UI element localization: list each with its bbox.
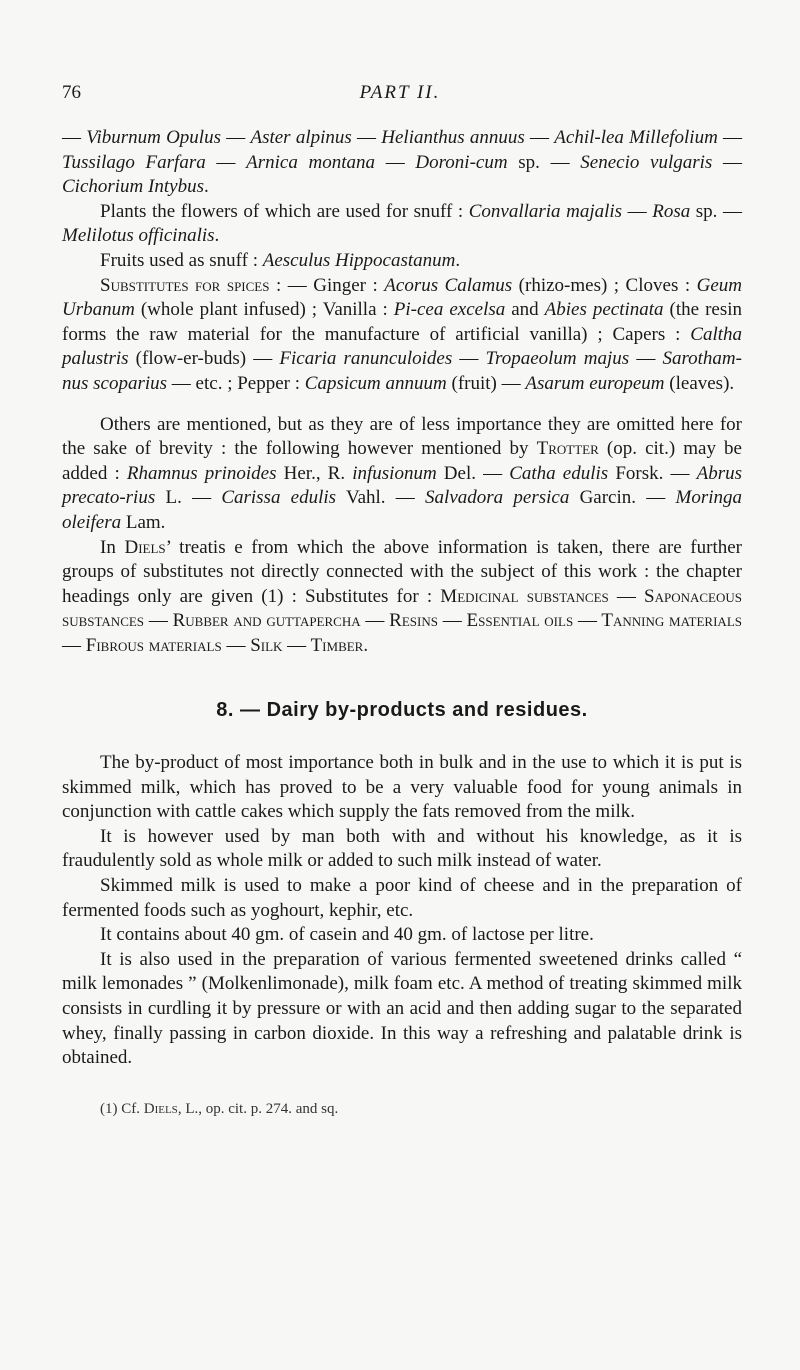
- paragraph-plant-list: — Viburnum Opulus — Aster alpinus — Helianthus annuus — Achil-lea Millefolium — Tussilago Farfara — Arnica montana — Doroni-cum sp. — Senecio vulgaris — Cichorium Intybus.: [62, 127, 743, 198]
- paragraph-skimmed-milk: The by-product of most importance both in bulk and in the use to which it is put is skimmed milk, which has proved to be a very valuable food for young animals in conjunction with cattle cakes which supply the fats removed from the milk.: [62, 752, 742, 823]
- paragraph-others-mentioned: Others are mentioned, but as they are of less importance they are omitted here for the sake of brevity : the following however mentioned by Trotter (op. cit.) may be added : Rhamnus prinoides Her., R. infusionum Del. — Catha edulis Forsk. — Abrus precato-rius L. — Carissa edulis Vahl. — Salvadora persica Garcin. — Moringa oleifera Lam.: [62, 413, 743, 533]
- footnote: (1) Cf. Diels, L., op. cit. p. 274. and sq.: [100, 1100, 339, 1117]
- paragraph-fruits-snuff: Fruits used as snuff : Aesculus Hippocastanum.: [100, 249, 461, 271]
- paragraph-drinks: It is also used in the preparation of various fermented sweetened drinks called “ milk lemonades ” (Molkenlimonade), milk foam etc. A method of treating skimmed milk consists in curdling it by pressure or with an acid and then adding sugar to the separated whey, finally passing in carbon dioxide. In this way a refreshing and palatable drink is obtained.: [62, 948, 742, 1069]
- paragraph-fraud: It is however used by man both with and without his knowledge, as it is fraudulently sold as whole milk or added to such milk instead of water.: [62, 825, 742, 872]
- running-head: PART II.: [359, 82, 441, 103]
- page-body: [62, 126, 742, 1121]
- paragraph-composition: It contains about 40 gm. of casein and 40 gm. of lactose per litre.: [100, 924, 594, 946]
- page-number: 76: [62, 82, 81, 103]
- paragraph-diels-groups: In Diels’ treatis e from which the above information is taken, there are further groups of substitutes not directly connected with the subject of this work : the chapter headings only are given (1) : Substitutes for : Medicinal substances — Saponaceous substances — Rubber and guttapercha — Resins — Essential oils — Tanning materials — Fibrous materials — Silk — Timber.: [62, 536, 743, 656]
- page-header: [0, 82, 800, 112]
- section-heading: 8. — Dairy by-products and residues.: [216, 699, 588, 722]
- paragraph-flowers-snuff: Plants the flowers of which are used for snuff : Convallaria majalis — Rosa sp. — Melilotus officinalis.: [62, 200, 742, 247]
- paragraph-spice-substitutes: Substitutes for spices : — Ginger : Acorus Calamus (rhizo-mes) ; Cloves : Geum Urbanum (whole plant infused) ; Vanilla : Pi-cea excelsa and Abies pectinata (the resin forms the raw material for the manufacture of artificial vanilla) ; Capers : Caltha palustris (flow-er-buds) — Ficaria ranunculoides — Tropaeolum majus — Sarotham-nus scoparius — etc. ; Pepper : Capsicum annuum (fruit) — Asarum europeum (leaves).: [62, 274, 743, 394]
- paragraph-cheese: Skimmed milk is used to make a poor kind of cheese and in the preparation of fermented foods such as yoghourt, kephir, etc.: [62, 875, 742, 921]
- paragraph-gap: [62, 397, 742, 413]
